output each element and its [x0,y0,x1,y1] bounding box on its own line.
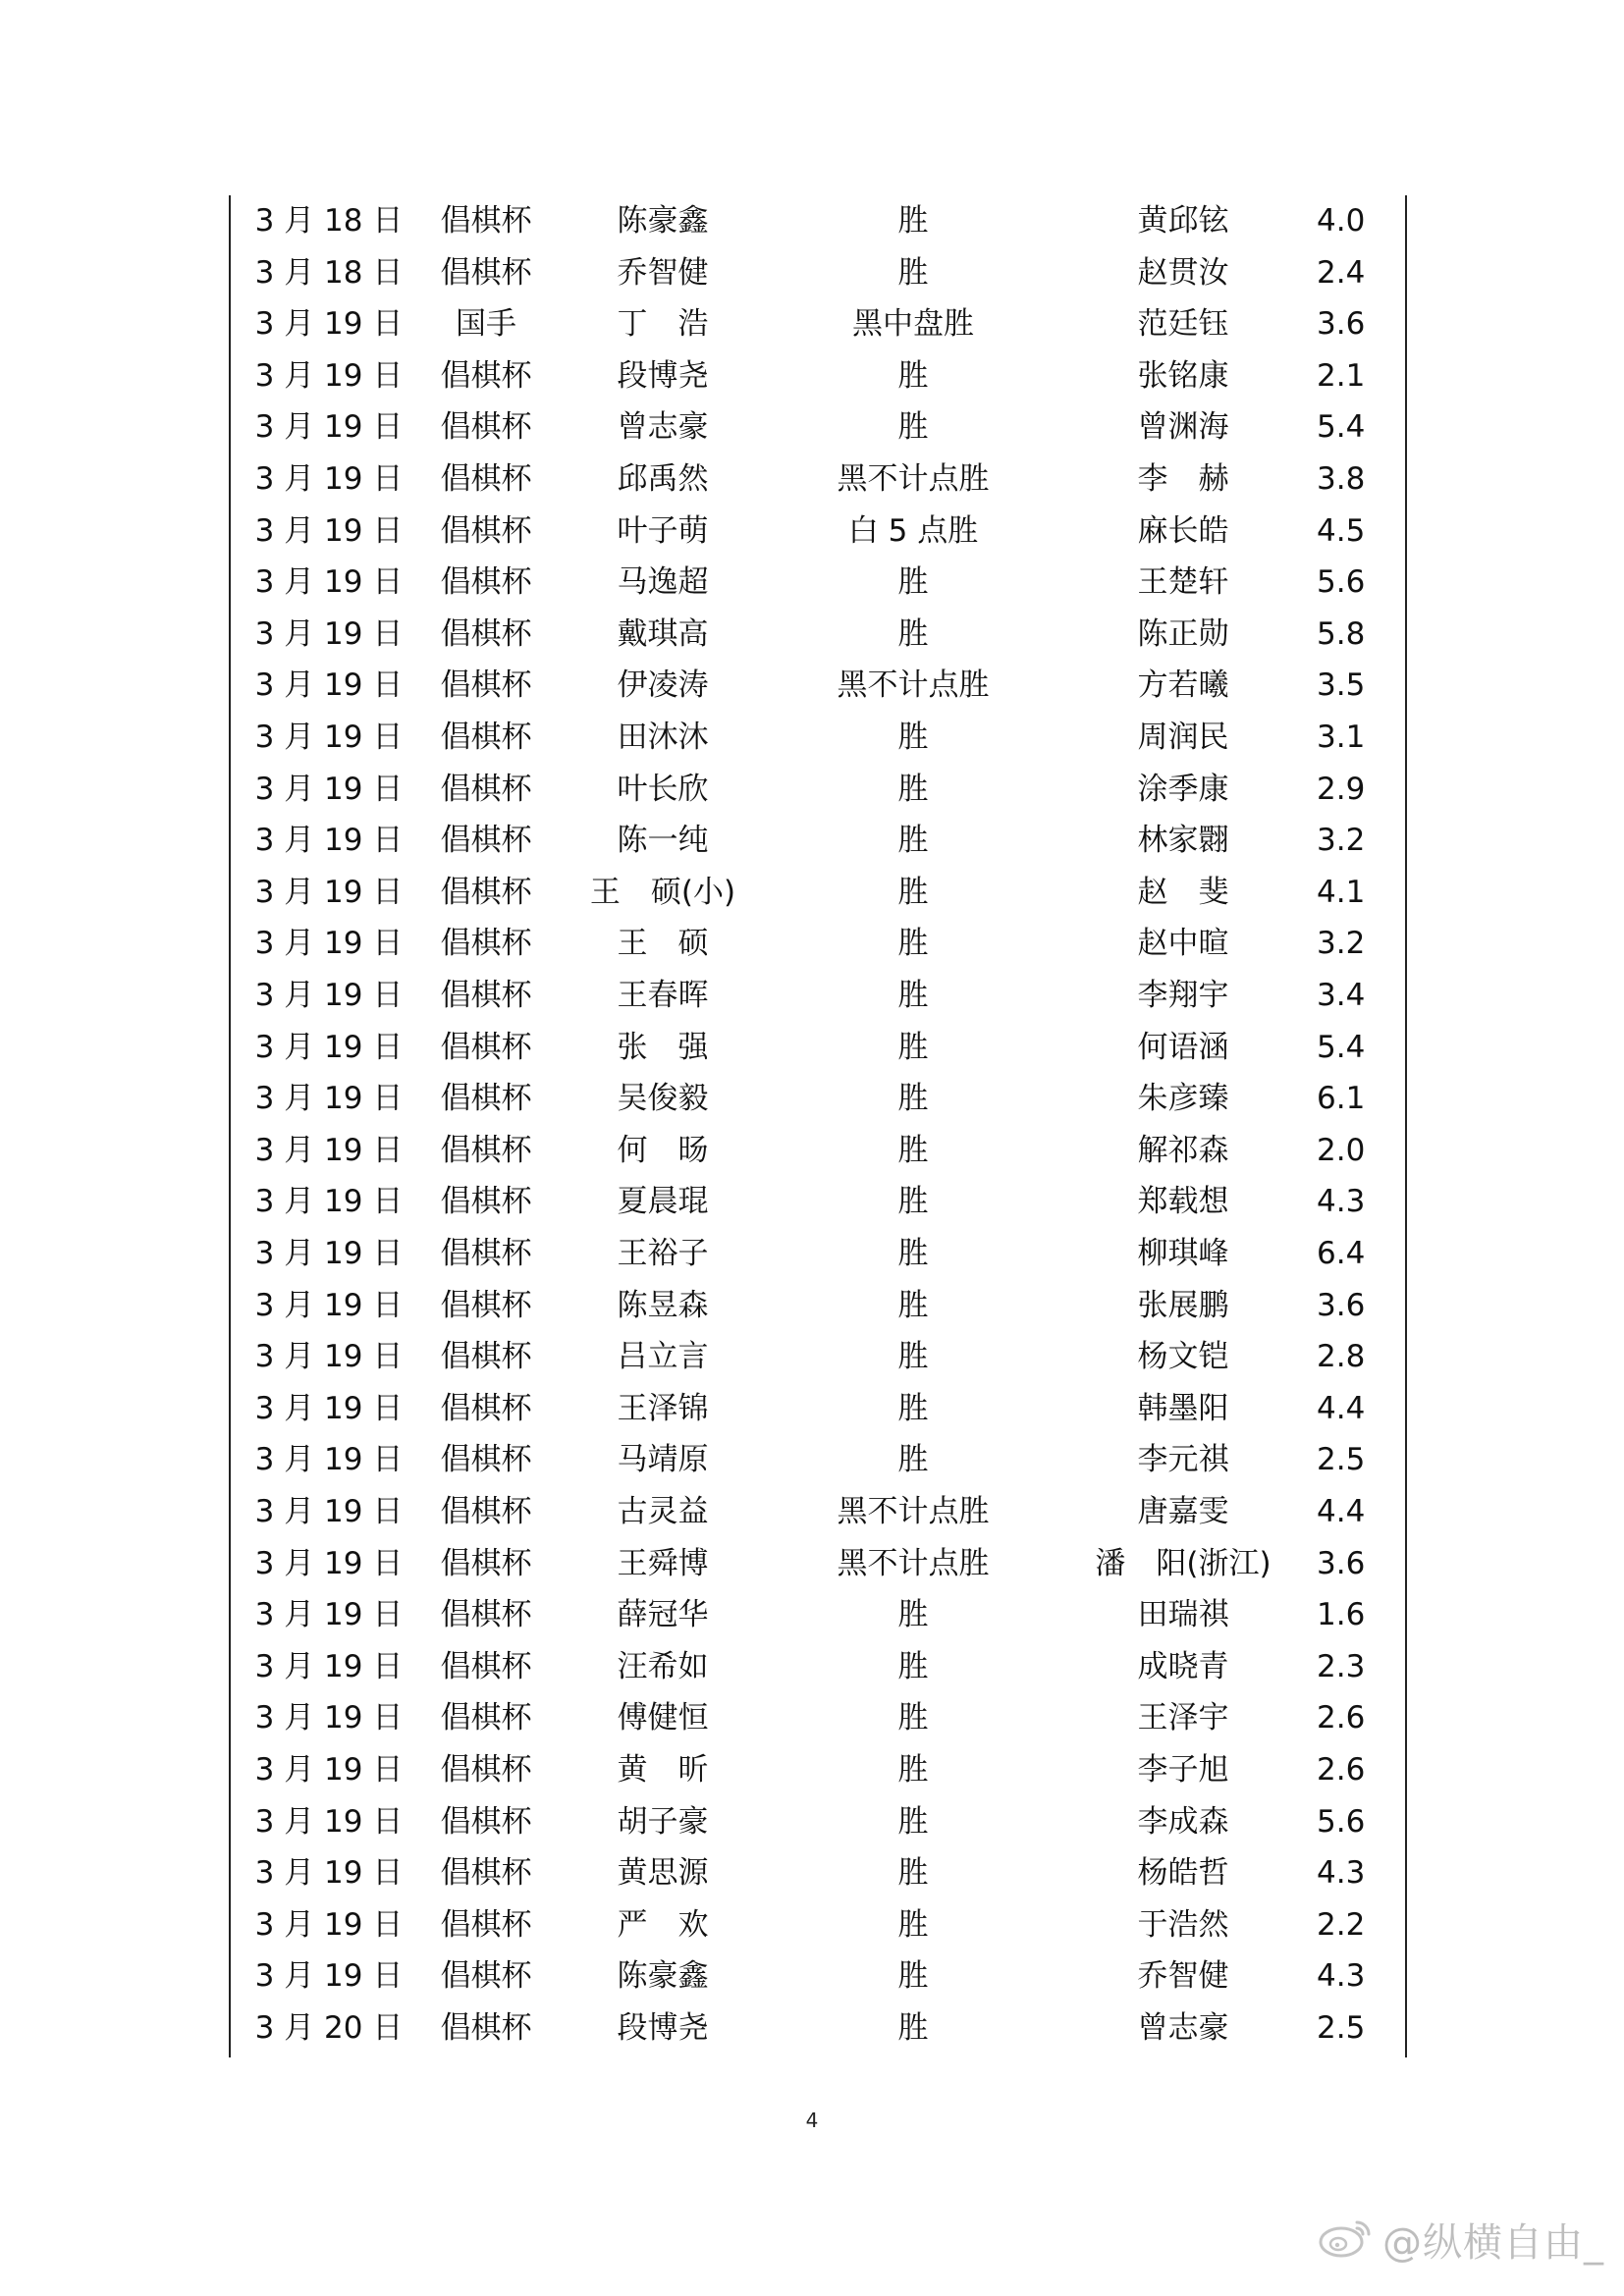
score-cell: 5.4 [1317,1029,1366,1065]
score-cell: 5.6 [1317,564,1366,601]
score-cell: 6.4 [1317,1236,1366,1271]
white-player-cell: 麻长皓 [1137,512,1229,549]
score-cell: 4.4 [1317,1390,1366,1426]
event-cell: 倡棋杯 [440,1545,532,1581]
event-cell: 倡棋杯 [440,720,532,755]
event-cell: 倡棋杯 [440,615,532,652]
score-cell: 5.6 [1317,1803,1366,1840]
event-cell: 倡棋杯 [440,461,532,497]
table-row [231,506,1405,557]
date-cell: 3 月 19 日 [254,1855,404,1892]
white-player-cell: 林家翾 [1137,823,1229,859]
score-cell: 3.4 [1317,978,1366,1013]
table-row [231,1796,1405,1847]
table-row [231,1022,1405,1073]
table-row [231,195,1405,246]
table-row [231,401,1405,453]
result-cell: 胜 [897,409,929,446]
table-row [231,1538,1405,1589]
white-player-cell: 朱彦臻 [1137,1081,1229,1117]
event-cell: 倡棋杯 [440,1648,532,1684]
result-cell: 胜 [897,1752,929,1788]
table-row [231,298,1405,349]
white-player-cell: 赵中暄 [1137,926,1229,962]
table-row [231,1434,1405,1485]
date-cell: 3 月 19 日 [254,461,404,497]
date-cell: 3 月 19 日 [254,926,404,962]
white-player-cell: 陈正勋 [1137,615,1229,652]
black-player-cell: 黄思源 [617,1855,709,1892]
black-player-cell: 薛冠华 [617,1597,709,1633]
result-cell: 胜 [897,1958,929,1995]
result-cell: 胜 [897,2010,929,2046]
score-cell: 2.6 [1317,1700,1366,1736]
result-cell: 胜 [897,564,929,601]
date-cell: 3 月 19 日 [254,1287,404,1323]
table-row [231,609,1405,660]
event-cell: 倡棋杯 [440,1906,532,1943]
table-row [231,2002,1405,2054]
date-cell: 3 月 19 日 [254,1081,404,1117]
date-cell: 3 月 19 日 [254,512,404,549]
table-row [231,557,1405,608]
date-cell: 3 月 19 日 [254,1597,404,1633]
date-cell: 3 月 19 日 [254,1442,404,1478]
white-player-cell: 李子旭 [1137,1752,1229,1788]
result-cell: 胜 [897,1339,929,1375]
black-player-cell: 王春晖 [617,978,709,1013]
table-row [231,247,1405,298]
result-cell: 黑中盘胜 [852,306,974,343]
table-row [231,1383,1405,1434]
table-row [231,1950,1405,2002]
event-cell: 倡棋杯 [440,1752,532,1788]
score-cell: 4.5 [1317,512,1366,549]
result-cell: 胜 [897,874,929,910]
result-cell: 胜 [897,1029,929,1065]
result-cell: 胜 [897,926,929,962]
score-cell: 2.0 [1317,1132,1366,1168]
white-player-cell: 何语涵 [1137,1029,1229,1065]
score-cell: 2.2 [1317,1906,1366,1943]
event-cell: 倡棋杯 [440,254,532,291]
white-player-cell: 黄邱铉 [1137,203,1229,239]
white-player-cell: 李 赫 [1137,461,1229,497]
event-cell: 倡棋杯 [440,1700,532,1736]
score-cell: 3.5 [1317,667,1366,704]
score-cell: 2.9 [1317,771,1366,807]
score-cell: 3.2 [1317,823,1366,859]
event-cell: 倡棋杯 [440,1390,532,1426]
black-player-cell: 汪希如 [617,1648,709,1684]
result-cell: 胜 [897,1081,929,1117]
score-cell: 6.1 [1317,1081,1366,1117]
black-player-cell: 邱禹然 [617,461,709,497]
event-cell: 倡棋杯 [440,409,532,446]
result-cell: 胜 [897,615,929,652]
event-cell: 倡棋杯 [440,203,532,239]
result-cell: 胜 [897,771,929,807]
score-cell: 3.6 [1317,1287,1366,1323]
date-cell: 3 月 18 日 [254,254,404,291]
white-player-cell: 李翔宇 [1137,978,1229,1013]
date-cell: 3 月 19 日 [254,357,404,394]
event-cell: 倡棋杯 [440,1287,532,1323]
score-cell: 2.5 [1317,2010,1366,2046]
date-cell: 3 月 19 日 [254,615,404,652]
black-player-cell: 王泽锦 [617,1390,709,1426]
white-player-cell: 张展鹏 [1137,1287,1229,1323]
table-row [231,660,1405,711]
results-table [229,195,1407,2057]
white-player-cell: 曾志豪 [1137,2010,1229,2046]
table-row [231,1486,1405,1537]
date-cell: 3 月 19 日 [254,1494,404,1529]
white-player-cell: 王楚轩 [1137,564,1229,601]
black-player-cell: 曾志豪 [617,409,709,446]
score-cell: 5.4 [1317,409,1366,446]
event-cell: 倡棋杯 [440,2010,532,2046]
white-player-cell: 张铭康 [1137,357,1229,394]
score-cell: 2.5 [1317,1442,1366,1478]
score-cell: 1.6 [1317,1597,1366,1633]
result-cell: 胜 [897,1597,929,1633]
date-cell: 3 月 19 日 [254,1236,404,1271]
result-cell: 胜 [897,1803,929,1840]
score-cell: 3.6 [1317,1545,1366,1581]
date-cell: 3 月 19 日 [254,1700,404,1736]
table-row [231,1692,1405,1743]
black-player-cell: 伊凌涛 [617,667,709,704]
date-cell: 3 月 19 日 [254,1752,404,1788]
table-row [231,1228,1405,1279]
black-player-cell: 吴俊毅 [617,1081,709,1117]
watermark [1318,2210,1604,2269]
score-cell: 2.4 [1317,254,1366,291]
score-cell: 3.1 [1317,720,1366,755]
black-player-cell: 丁 浩 [617,306,709,343]
score-cell: 4.1 [1317,874,1366,910]
white-player-cell: 赵 斐 [1137,874,1229,910]
date-cell: 3 月 19 日 [254,306,404,343]
white-player-cell: 王泽宇 [1137,1700,1229,1736]
date-cell: 3 月 19 日 [254,1906,404,1943]
event-cell: 倡棋杯 [440,1081,532,1117]
event-cell: 倡棋杯 [440,1339,532,1375]
event-cell: 倡棋杯 [440,1597,532,1633]
white-player-cell: 涂季康 [1137,771,1229,807]
result-cell: 胜 [897,1855,929,1892]
date-cell: 3 月 19 日 [254,1339,404,1375]
table-row [231,1331,1405,1382]
white-player-cell: 韩墨阳 [1137,1390,1229,1426]
date-cell: 3 月 19 日 [254,874,404,910]
white-player-cell: 唐嘉雯 [1137,1494,1229,1529]
result-cell: 胜 [897,978,929,1013]
table-row [231,454,1405,505]
white-player-cell: 方若曦 [1137,667,1229,704]
event-cell: 倡棋杯 [440,771,532,807]
table-row [231,764,1405,815]
result-cell: 胜 [897,1648,929,1684]
date-cell: 3 月 19 日 [254,1390,404,1426]
black-player-cell: 叶长欣 [617,771,709,807]
score-cell: 4.4 [1317,1494,1366,1529]
black-player-cell: 马逸超 [617,564,709,601]
result-cell: 黑不计点胜 [837,461,990,497]
result-cell: 黑不计点胜 [837,1494,990,1529]
date-cell: 3 月 19 日 [254,1648,404,1684]
score-cell: 2.1 [1317,357,1366,394]
event-cell: 倡棋杯 [440,357,532,394]
score-cell: 4.3 [1317,1855,1366,1892]
result-cell: 胜 [897,1700,929,1736]
black-player-cell: 黄 昕 [617,1752,709,1788]
table-row [231,1641,1405,1692]
black-player-cell: 胡子豪 [617,1803,709,1840]
white-player-cell: 赵贯汝 [1137,254,1229,291]
black-player-cell: 张 强 [617,1029,709,1065]
date-cell: 3 月 19 日 [254,978,404,1013]
event-cell: 倡棋杯 [440,1184,532,1220]
black-player-cell: 王裕子 [617,1236,709,1271]
table-row [231,350,1405,401]
black-player-cell: 陈豪鑫 [617,203,709,239]
black-player-cell: 戴琪高 [617,615,709,652]
table-row [231,815,1405,866]
event-cell: 倡棋杯 [440,1494,532,1529]
score-cell: 3.2 [1317,926,1366,962]
black-player-cell: 陈一纯 [617,823,709,859]
table-row [231,1899,1405,1950]
date-cell: 3 月 18 日 [254,203,404,239]
watermark-text: @纵横自由_ [1382,2219,1604,2266]
event-cell: 倡棋杯 [440,1029,532,1065]
white-player-cell: 成晓青 [1137,1648,1229,1684]
result-cell: 胜 [897,1236,929,1271]
white-player-cell: 杨皓哲 [1137,1855,1229,1892]
result-cell: 黑不计点胜 [837,667,990,704]
event-cell: 倡棋杯 [440,1958,532,1995]
event-cell: 倡棋杯 [440,512,532,549]
white-player-cell: 李元祺 [1137,1442,1229,1478]
result-cell: 胜 [897,1132,929,1168]
date-cell: 3 月 19 日 [254,667,404,704]
black-player-cell: 王 硕 [617,926,709,962]
event-cell: 国手 [456,306,516,343]
result-cell: 胜 [897,1287,929,1323]
weibo-logo-icon [1318,2215,1375,2264]
table-row [231,867,1405,918]
black-player-cell: 吕立言 [617,1339,709,1375]
white-player-cell: 范廷钰 [1137,306,1229,343]
table-row [231,712,1405,763]
black-player-cell: 傅健恒 [617,1700,709,1736]
white-player-cell: 柳琪峰 [1137,1236,1229,1271]
result-cell: 胜 [897,203,929,239]
black-player-cell: 田沐沐 [617,720,709,755]
table-row [231,1589,1405,1640]
score-cell: 4.3 [1317,1958,1366,1995]
white-player-cell: 于浩然 [1137,1906,1229,1943]
black-player-cell: 夏晨琨 [617,1184,709,1220]
page-number: 4 [805,2109,819,2132]
result-cell: 胜 [897,254,929,291]
score-cell: 3.6 [1317,306,1366,343]
black-player-cell: 古灵益 [617,1494,709,1529]
result-cell: 胜 [897,1390,929,1426]
black-player-cell: 陈昱森 [617,1287,709,1323]
event-cell: 倡棋杯 [440,978,532,1013]
score-cell: 5.8 [1317,615,1366,652]
event-cell: 倡棋杯 [440,823,532,859]
white-player-cell: 周润民 [1137,720,1229,755]
event-cell: 倡棋杯 [440,926,532,962]
date-cell: 3 月 19 日 [254,1029,404,1065]
date-cell: 3 月 19 日 [254,1184,404,1220]
black-player-cell: 陈豪鑫 [617,1958,709,1995]
white-player-cell: 郑载想 [1137,1184,1229,1220]
date-cell: 3 月 19 日 [254,409,404,446]
table-row [231,1280,1405,1331]
black-player-cell: 段博尧 [617,357,709,394]
black-player-cell: 乔智健 [617,254,709,291]
event-cell: 倡棋杯 [440,1132,532,1168]
event-cell: 倡棋杯 [440,1442,532,1478]
result-cell: 胜 [897,823,929,859]
white-player-cell: 田瑞祺 [1137,1597,1229,1633]
white-player-cell: 杨文铠 [1137,1339,1229,1375]
date-cell: 3 月 19 日 [254,1545,404,1581]
table-row [231,918,1405,969]
black-player-cell: 马靖原 [617,1442,709,1478]
black-player-cell: 何 旸 [617,1132,709,1168]
date-cell: 3 月 19 日 [254,564,404,601]
score-cell: 2.3 [1317,1648,1366,1684]
score-cell: 3.8 [1317,461,1366,497]
black-player-cell: 严 欢 [617,1906,709,1943]
result-cell: 黑不计点胜 [837,1545,990,1581]
table-row [231,1176,1405,1227]
result-cell: 胜 [897,1906,929,1943]
event-cell: 倡棋杯 [440,874,532,910]
date-cell: 3 月 19 日 [254,1958,404,1995]
event-cell: 倡棋杯 [440,564,532,601]
black-player-cell: 叶子萌 [617,512,709,549]
table-row [231,1073,1405,1124]
black-player-cell: 段博尧 [617,2010,709,2046]
date-cell: 3 月 19 日 [254,823,404,859]
date-cell: 3 月 19 日 [254,720,404,755]
event-cell: 倡棋杯 [440,667,532,704]
date-cell: 3 月 19 日 [254,771,404,807]
result-cell: 胜 [897,720,929,755]
table-row [231,970,1405,1021]
date-cell: 3 月 19 日 [254,1132,404,1168]
score-cell: 4.0 [1317,203,1366,239]
date-cell: 3 月 19 日 [254,1803,404,1840]
result-cell: 胜 [897,1442,929,1478]
result-cell: 白 5 点胜 [847,512,979,549]
table-row [231,1744,1405,1795]
white-player-cell: 曾渊海 [1137,409,1229,446]
result-cell: 胜 [897,1184,929,1220]
black-player-cell: 王舜博 [617,1545,709,1581]
score-cell: 4.3 [1317,1184,1366,1220]
white-player-cell: 乔智健 [1137,1958,1229,1995]
event-cell: 倡棋杯 [440,1855,532,1892]
white-player-cell: 李成森 [1137,1803,1229,1840]
score-cell: 2.6 [1317,1752,1366,1788]
event-cell: 倡棋杯 [440,1803,532,1840]
black-player-cell: 王 硕(小) [589,874,736,910]
score-cell: 2.8 [1317,1339,1366,1375]
table-row [231,1847,1405,1898]
white-player-cell: 解祁森 [1137,1132,1229,1168]
date-cell: 3 月 20 日 [254,2010,404,2046]
result-cell: 胜 [897,357,929,394]
white-player-cell: 潘 阳(浙江) [1095,1545,1272,1581]
table-row [231,1125,1405,1176]
event-cell: 倡棋杯 [440,1236,532,1271]
